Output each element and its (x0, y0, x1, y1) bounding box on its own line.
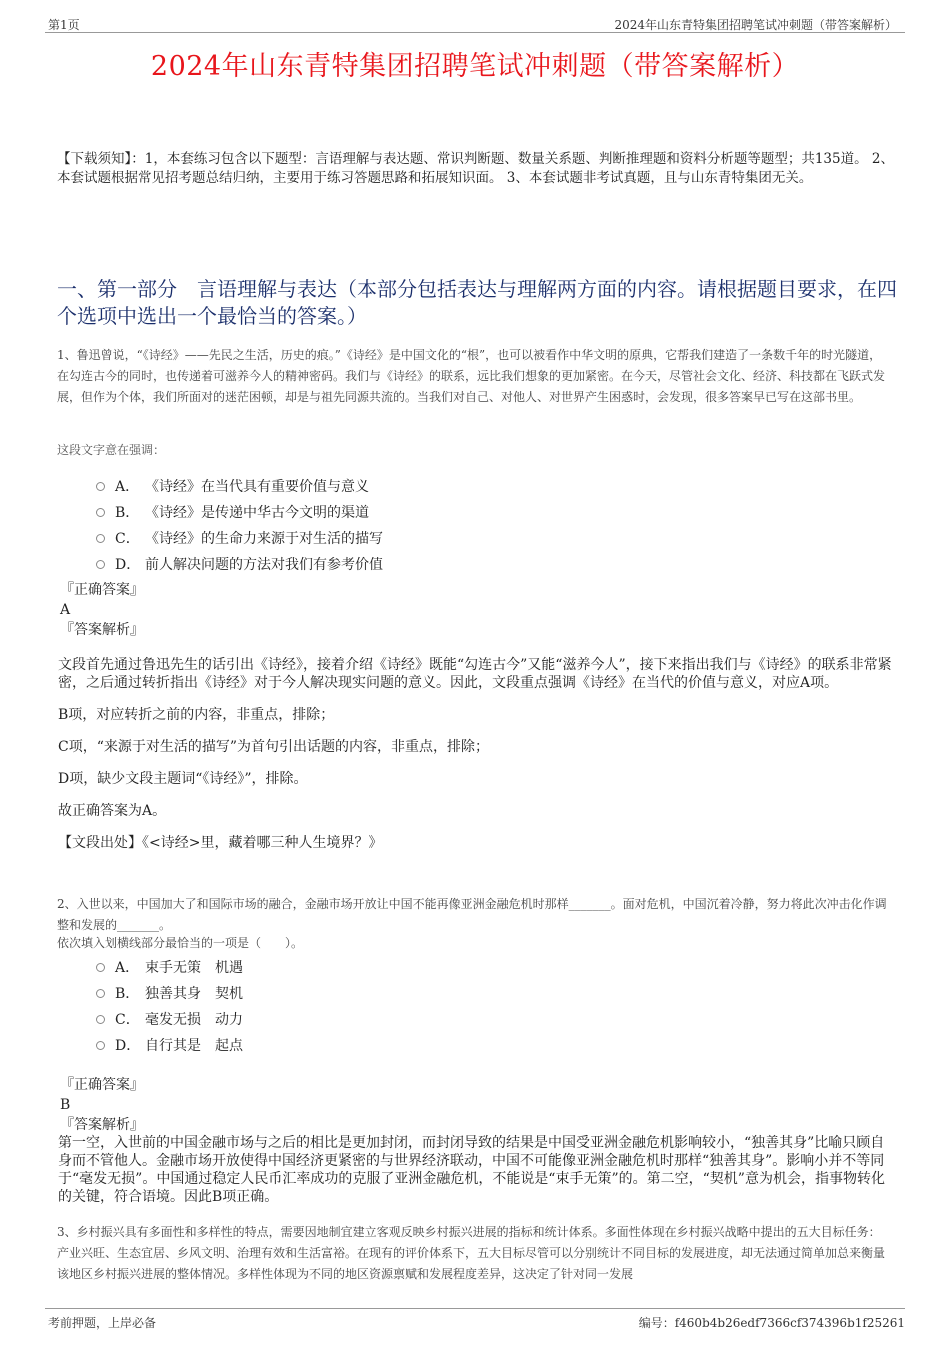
question-1-analysis (58, 656, 896, 866)
section-title: 一、第一部分 言语理解与表达（本部分包括表达与理解两方面的内容。请根据题目要求，在四个选项中选出一个最恰当的答案。） (57, 277, 897, 328)
answer-label: 『正确答案』 (60, 582, 144, 598)
document-id: 编号：f460b4b26edf7366cf374396b1f25261 (638, 1316, 905, 1330)
analysis-paragraph: B项，对应转折之前的内容，非重点，排除； (58, 707, 335, 723)
text-source: 【文段出处】《<诗经>里，藏着哪三种人生境界？》 (58, 835, 383, 851)
option-d[interactable]: D． 自行其是 起点 (96, 1032, 696, 1058)
page-number: 第1页 (48, 18, 80, 32)
radio-icon[interactable] (96, 508, 105, 517)
question-3-stem: 3、乡村振兴具有多面性和多样性的特点，需要因地制宜建立客观反映乡村振兴进展的指标和统计体系。多面性体现在乡村振兴战略中提出的五大目标任务：产业兴旺、生态宜居、乡风文明、治理有效和生活富裕。在现有的评价体系下，五大目标尽管可以分别统计不同目标的发展进度，却无法通过简单加总来衡量该地区乡村振兴进展的整体情况。多样性体现为不同的地区资源禀赋和发展程度差异，这决定了针对同一发展 (57, 1225, 886, 1281)
question-2-answer (60, 1075, 900, 1135)
analysis-paragraph: C项，“来源于对生活的描写”为首句引出话题的内容，非重点，排除； (58, 739, 490, 755)
radio-icon[interactable] (96, 482, 105, 491)
analysis-paragraph: D项，缺少文段主题词“《诗经》”，排除。 (58, 771, 308, 787)
radio-icon[interactable] (96, 1041, 105, 1050)
option-c[interactable]: C． 毫发无损 动力 (96, 1006, 696, 1032)
radio-icon[interactable] (96, 1015, 105, 1024)
analysis-paragraph: 文段首先通过鲁迅先生的话引出《诗经》，接着介绍《诗经》既能“勾连古今”又能“滋养今人”，接下来指出我们与《诗经》的联系非常紧密，之后通过转折指出《诗经》对于今人解决现实问题的意义。因此，文段重点强调《诗经》在当代的价值与意义，对应A项。 (58, 657, 892, 691)
question-2-options (96, 954, 696, 1058)
document-title: 2024年山东青特集团招聘笔试冲刺题（带答案解析） (150, 51, 800, 82)
option-d[interactable]: D． 前人解决问题的方法对我们有参考价值 (96, 551, 696, 577)
page-header (45, 14, 905, 33)
analysis-label: 『答案解析』 (60, 1117, 144, 1133)
option-b[interactable]: B． 《诗经》是传递中华古今文明的渠道 (96, 499, 696, 525)
question-2-stem: 2、入世以来，中国加大了和国际市场的融合，金融市场开放让中国不能再像亚洲金融危机时那样_______。面对危机，中国沉着冷静，努力将此次冲击化作调整和发展的_______。 (57, 897, 887, 932)
answer-value: B (60, 1097, 71, 1113)
option-a[interactable]: A． 《诗经》在当代具有重要价值与意义 (96, 473, 696, 499)
answer-label: 『正确答案』 (60, 1077, 144, 1093)
question-1-prompt: 这段文字意在强调： (57, 443, 166, 457)
radio-icon[interactable] (96, 534, 105, 543)
question-2-prompt: 依次填入划横线部分最恰当的一项是（ ）。 (57, 936, 304, 950)
question-1-stem: 1、鲁迅曾说，“《诗经》——先民之生活，历史的痕。”《诗经》是中国文化的“根”，也可以被看作中华文明的原典，它帮我们建造了一条数千年的时光隧道，在勾连古今的同时，也传递着可滋养今人的精神密码。我们与《诗经》的联系，远比我们想象的更加紧密。在今天，尽管社会文化、经济、科技都在飞跃式发展，但作为个体，我们所面对的迷茫困顿，却是与祖先同源共流的。当我们对自己、对他人、对世界产生困惑时，会发现，很多答案早已写在这部书里。 (57, 348, 886, 404)
option-a[interactable]: A． 束手无策 机遇 (96, 954, 696, 980)
answer-value: A (60, 602, 71, 618)
footer-slogan: 考前押题，上岸必备 (48, 1316, 157, 1330)
radio-icon[interactable] (96, 989, 105, 998)
radio-icon[interactable] (96, 560, 105, 569)
question-1-options (96, 473, 696, 577)
header-doc-title: 2024年山东青特集团招聘笔试冲刺题（带答案解析） (614, 18, 897, 32)
question-2-analysis: 第一空，入世前的中国金融市场与之后的相比是更加封闭，而封闭导致的结果是中国受亚洲金融危机影响较小，“独善其身”比喻只顾自身而不管他人。金融市场开放使得中国经济更紧密的与世界经济联动，中国不可能像亚洲金融危机时那样“独善其身”。影响小并不等同于“毫发无损”。中国通过稳定人民币汇率成功的克服了亚洲金融危机，不能说是“束手无策”的。第二空，“契机”意为机会，指事物转化的关键，符合语境。因此B项正确。 (58, 1135, 885, 1205)
question-1-answer (60, 580, 900, 640)
page-footer (45, 1308, 905, 1330)
option-c[interactable]: C． 《诗经》的生命力来源于对生活的描写 (96, 525, 696, 551)
download-notice: 【下载须知】：1，本套练习包含以下题型：言语理解与表达题、常识判断题、数量关系题、判断推理题和资料分析题等题型；共135道。 2、本套试题根据常见招考题总结归纳，主要用于练习答题思路和拓展知识面。 3、本套试题非考试真题，且与山东青特集团无关。 (57, 151, 894, 186)
analysis-paragraph: 故正确答案为A。 (58, 803, 167, 819)
analysis-label: 『答案解析』 (60, 622, 144, 638)
radio-icon[interactable] (96, 963, 105, 972)
option-b[interactable]: B． 独善其身 契机 (96, 980, 696, 1006)
